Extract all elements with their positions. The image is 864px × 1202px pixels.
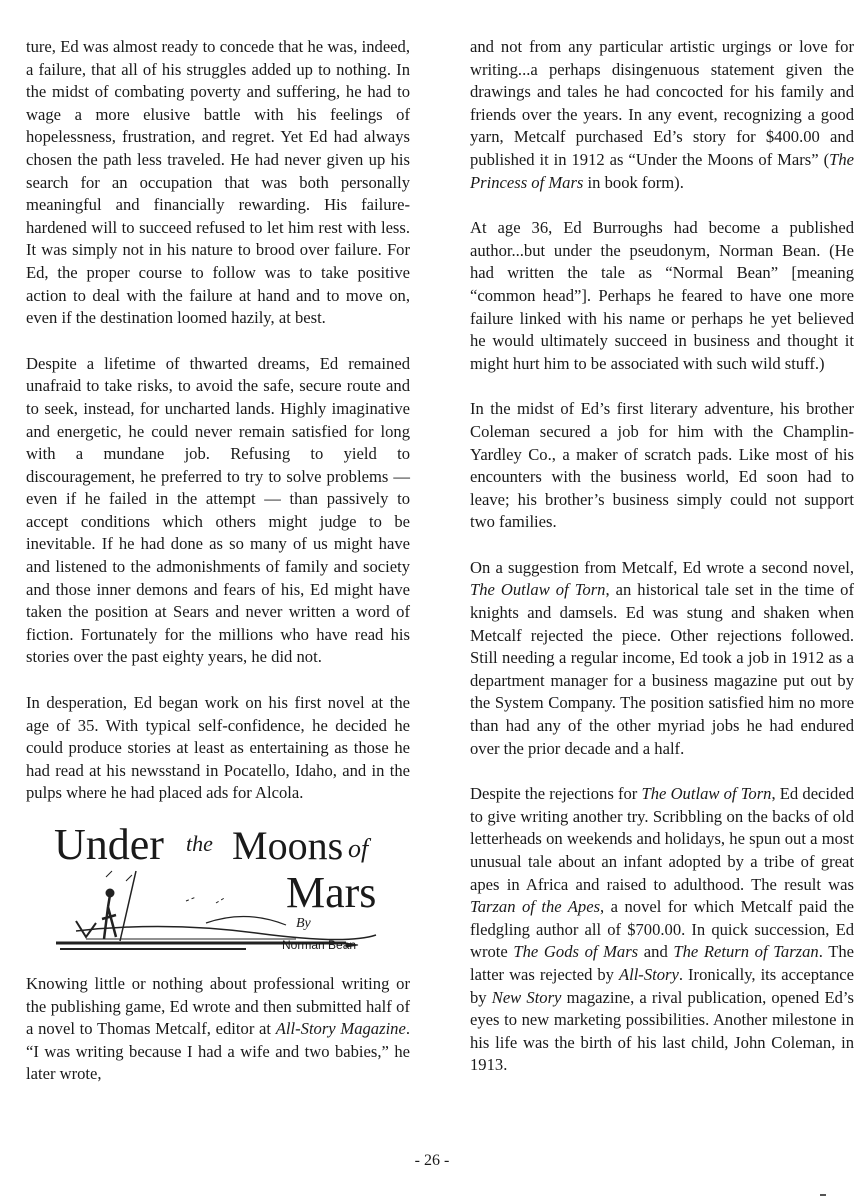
title-art xyxy=(46,811,386,961)
paragraph: On a suggestion from Metcalf, Ed wrote a second novel, The Outlaw of Torn, an historical tale set in the time of knights and damsels. Ed was stung and shaken when Metcalf rejected the piece. Other rejections followed. Still needing a regular income, Ed took a job in 1912 as a department manager for a business magazine put out by the System Company. The position satisfied him no more than had any of the other myriad jobs he had endured over the prior decade and a half. xyxy=(470,557,854,758)
under-the-moons-of-mars-illustration xyxy=(46,811,386,961)
byline-author: Norman Bean xyxy=(282,938,357,952)
byline-by: By xyxy=(296,916,311,931)
page-number: - 26 - xyxy=(414,1152,450,1169)
title-word-moons: Moons xyxy=(232,823,344,868)
paragraph: Knowing little or nothing about professional writing or the publishing game, Ed wrote and then submitted half of a novel to Thomas Metcalf, editor at All-Story Magazine. “I was writing because I had a wife and two babies,” he later wrote, xyxy=(26,974,410,1084)
paragraph: Despite the rejections for The Outlaw of Torn, Ed decided to give writing another try. Scribbling on the backs of old letterheads on weekends and holidays, he spun out a most unusual tale about an infant adopted by a tribe of great apes in Africa and raised to adulthood. The result was Tarzan of the Apes, a novel for which Metcalf paid the fledgling author all of $700.00. In quick succession, Ed wrote The Gods of Mars and The Return of Tarzan. The latter was rejected by All-Story. Ironically, its acceptance by New Story magazine, a rival publication, opened Ed’s eyes to new marketing possibilities. Another milestone in his life was the birth of his last child, John Coleman, in 1913. xyxy=(470,784,855,1075)
right-column xyxy=(470,36,854,1077)
title-word-the: the xyxy=(186,831,213,856)
paragraph: ture, Ed was almost ready to concede that he was, indeed, a failure, that all of his struggles added up to nothing. In the midst of combating poverty and suffering, he had to wage a more elusive battle with his feelings of hopelessness, frustration, and regret. Yet Ed had always chosen the path less traveled. He had never given up his search for an occupation that was both personally meaningful and financially rewarding. His failure-hardened will to succeed refused to let him rest with less. It was simply not in his nature to brood over failure. For Ed, the proper course to follow was to take positive action to deal with the failure at hand and to move on, even if the destination loomed hazily, at best. xyxy=(26,37,410,328)
paragraph: At age 36, Ed Burroughs had become a published author...but under the pseudonym, Norman Bean. (He had written the tale as “Normal Bean” [meaning “common head”]. Perhaps he feared to have one more failure linked with his name or perhaps he yet believed he would ultimately succeed in business and thought it might hurt him to be associated with such wild stuff.) xyxy=(470,218,854,373)
title-word-mars: Mars xyxy=(286,868,377,917)
paragraph: Despite a lifetime of thwarted dreams, Ed remained unafraid to take risks, to avoid the safe, secure route and to seek, instead, for uncharted lands. Highly imaginative and energetic, he could never remain satisfied for long with a mundane job. Refusing to yield to discouragement, he preferred to try to solve problems — even if he failed in the attempt — than passively to accept conditions which others might judge to be inevitable. If he had done as so many of us might have and listened to the admonishments of family and society and those inner demons and fears of his, Ed might have taken the position at Sears and never written a word of fiction. Fortunately for the millions who have read his stories over the past eighty years, he did not. xyxy=(26,353,410,667)
title-word-under: Under xyxy=(54,820,164,869)
scan-mark xyxy=(820,1194,826,1196)
left-column xyxy=(26,36,410,1086)
paragraph: In the midst of Ed’s first literary adventure, his brother Coleman secured a job for him with the Champlin-Yardley Co., a maker of scratch pads. Like most of his encounters with the business world, Ed soon had to leave; his brother’s business simply could not support two families. xyxy=(470,399,854,532)
paragraph: and not from any particular artistic urgings or love for writing...a perhaps disingenuous statement given the drawings and tales he had concocted for his family and friends over the years. In any event, recognizing a good yarn, Metcalf purchased Ed’s story for $400.00 and published it in 1912 as “Under the Moons of Mars” (The Princess of Mars in book form). xyxy=(470,37,854,192)
title-word-of: of xyxy=(348,834,369,863)
paragraph: In desperation, Ed began work on his first novel at the age of 35. With typical self-confidence, he decided he could produce stories at least as entertaining as those he had read at his newsstand in Pocatello, Idaho, and in the pulps where he had placed ads for Alcola. xyxy=(26,693,410,803)
